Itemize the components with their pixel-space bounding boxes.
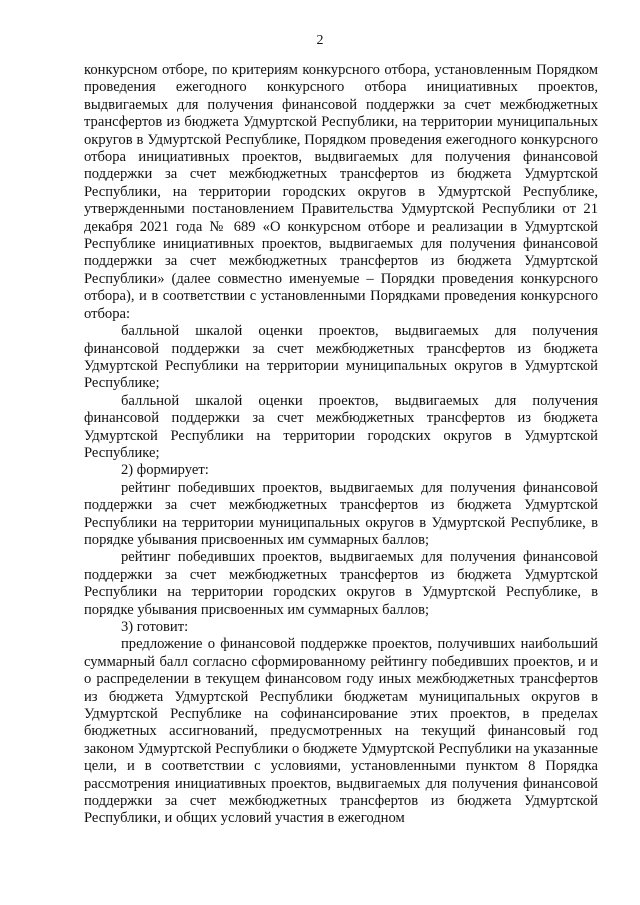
paragraph: балльной шкалой оценки проектов, выдвигаемых для получения финансовой поддержки за счет межбюджетных трансфертов из бюджета Удмуртской Республики на территории городских округов в Удмуртской Республике; xyxy=(84,392,598,461)
document-body xyxy=(84,62,598,828)
paragraph: предложение о финансовой поддержке проектов, получивших наибольший суммарный балл согласно сформированному рейтингу победивших проектов, и и о распределении в текущем финансовом году иных межбюджетных трансфертов из бюджета Удмуртской Республики бюджетам муниципальных округов в Удмуртской Республике на софинансирование этих проектов, в пределах бюджетных ассигнований, предусмотренных на текущий финансовый год законом Удмуртской Республики о бюджете Удмуртской Республики на указанные цели, и в соответствии с условиями, установленными пунктом 8 Порядка рассмотрения инициативных проектов, выдвигаемых для получения финансовой поддержки за счет межбюджетных трансфертов из бюджета Удмуртской Республики, и общих условий участия в ежегодном xyxy=(84,636,598,827)
paragraph: рейтинг победивших проектов, выдвигаемых для получения финансовой поддержки за счет межбюджетных трансфертов из бюджета Удмуртской Республики на территории городских округов в Удмуртской Республике, в порядке убывания присвоенных им суммарных баллов; xyxy=(84,549,598,618)
paragraph: рейтинг победивших проектов, выдвигаемых для получения финансовой поддержки за счет межбюджетных трансфертов из бюджета Удмуртской Республики на территории муниципальных округов в Удмуртской Республике, в порядке убывания присвоенных им суммарных баллов; xyxy=(84,479,598,548)
page-number: 2 xyxy=(316,33,324,48)
paragraph: конкурсном отборе, по критериям конкурсного отбора, установленным Порядком проведения ежегодного конкурсного отбора инициативных проектов, выдвигаемых для получения финансовой поддержки за счет межбюджетных трансфертов из бюджета Удмуртской Республики, на территории муниципальных округов в Удмуртской Республике, Порядком проведения ежегодного конкурсного отбора инициативных проектов, выдвигаемых для получения финансовой поддержки за счет межбюджетных трансфертов из бюджета Удмуртской Республики, на территории городских округов в Удмуртской Республике, утвержденными постановлением Правительства Удмуртской Республики от 21 декабря 2021 года № 689 «О конкурсном отборе и реализации в Удмуртской Республике инициативных проектов, выдвигаемых для получения финансовой поддержки за счет межбюджетных трансфертов из бюджета Удмуртской Республики» (далее совместно именуемые – Порядки проведения конкурсного отбора), и в соответствии с установленными Порядками проведения конкурсного отбора: xyxy=(84,62,598,322)
paragraph: балльной шкалой оценки проектов, выдвигаемых для получения финансовой поддержки за счет межбюджетных трансфертов из бюджета Удмуртской Республики на территории муниципальных округов в Удмуртской Республике; xyxy=(84,323,598,392)
paragraph: 2) формирует: xyxy=(121,462,209,479)
paragraph: 3) готовит: xyxy=(121,619,189,635)
